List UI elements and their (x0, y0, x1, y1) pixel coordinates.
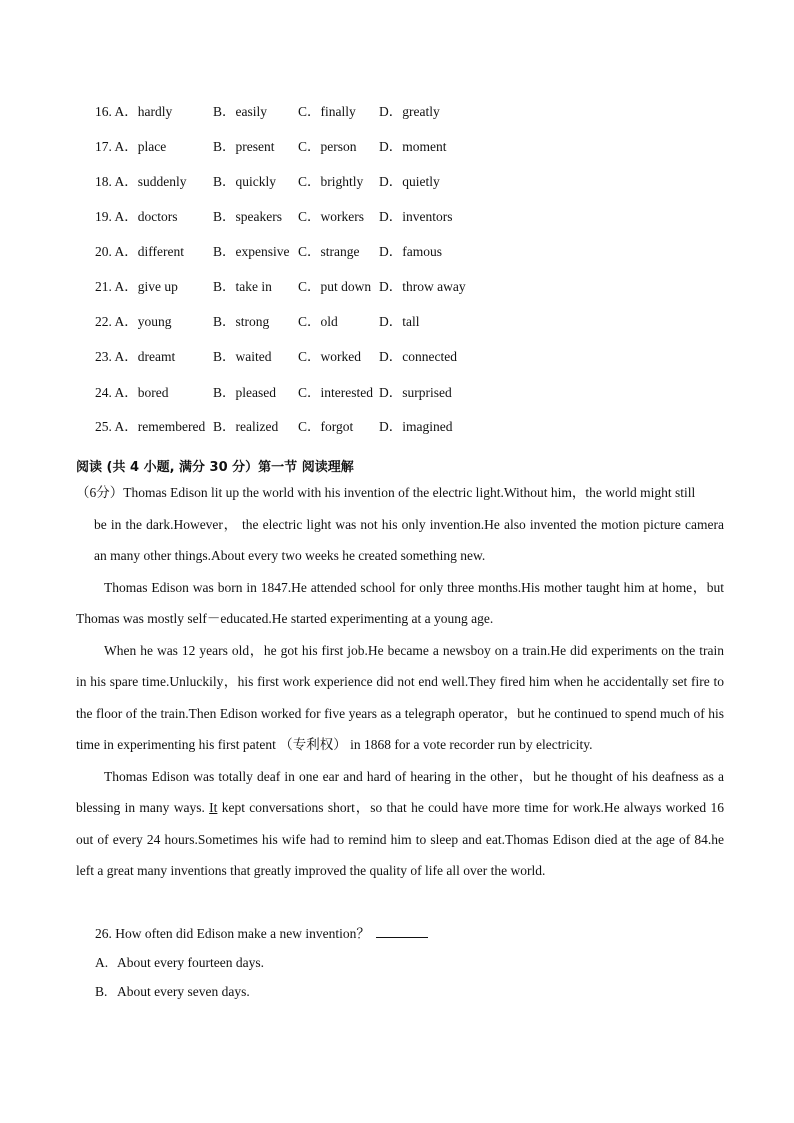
option-c: C．interested (298, 385, 373, 400)
option-c: C．forgot (298, 419, 354, 434)
option-b: B．expensive (213, 244, 290, 259)
question-text: 26. How often did Edison make a new invention？ (95, 926, 370, 941)
reading-passage (76, 477, 724, 887)
paragraph-4-text-a: Thomas Edison was totally deaf in one ear and hard of hearing in the other，but he thought of his deafness as a blessing in many ways. (76, 768, 724, 815)
option-b: B．quickly (213, 174, 276, 189)
option-c: C．finally (298, 104, 356, 119)
option-c: C．person (298, 139, 357, 154)
option-a: 19. A．doctors (95, 209, 178, 224)
option-a: 23. A．dreamt (95, 349, 176, 364)
option-c: C．worked (298, 349, 361, 364)
option-d: D．inventors (379, 209, 453, 224)
passage-paragraph-3: When he was 12 years old，he got his first job.He became a newsboy on a train.He did experiments on the train in his spare time.Unluckily，his first work experience did not end well.They fired him when he accidentally set fire to the floor of the train.Then Edison worked for five years as a telegraph operator，but he continued to spend much of his time in experimenting his first patent （专利权） in 1868 for a vote recorder run by electricity. (76, 642, 724, 752)
option-d: D．throw away (379, 279, 466, 294)
option-b: B．present (213, 139, 275, 154)
option-d: D．tall (379, 314, 420, 329)
option-a: 24. A．bored (95, 385, 169, 400)
option-d: D．imagined (379, 419, 453, 434)
option-a: 20. A．different (95, 244, 184, 259)
answer-option-b[interactable] (95, 984, 250, 1000)
section-title: 阅读 (共 4 小题, 满分 30 分）第一节 阅读理解 (76, 460, 354, 475)
answer-text: About every fourteen days. (117, 955, 264, 970)
answer-letter: A. (95, 955, 109, 970)
option-c: C．workers (298, 209, 364, 224)
passage-paragraph-1-line-1: （6分）Thomas Edison lit up the world with his invention of the electric light.Without him，the world might still (76, 485, 696, 500)
option-d: D．quietly (379, 174, 440, 189)
option-b: B．easily (213, 104, 267, 119)
passage-paragraph-1: be in the dark.However， the electric light was not his only invention.He also invented the motion picture camera an many other things.About every two weeks he created something new. (94, 516, 724, 563)
option-c: C．put down (298, 279, 372, 294)
underlined-word: It (209, 800, 218, 815)
option-b: B．realized (213, 419, 279, 434)
option-d: D．moment (379, 139, 447, 154)
passage-paragraph-2: Thomas Edison was born in 1847.He attended school for only three months.His mother taught him at home，but Thomas was mostly self－educated.He started experimenting at a young age. (76, 579, 724, 626)
passage-paragraph-4 (76, 761, 724, 887)
option-b: B．take in (213, 279, 272, 294)
answer-blank[interactable] (376, 925, 428, 938)
option-b: B．pleased (213, 385, 276, 400)
answer-letter: B. (95, 984, 108, 999)
option-c: C．old (298, 314, 338, 329)
option-a: 17. A．place (95, 139, 167, 154)
option-d: D．greatly (379, 104, 440, 119)
option-a: 18. A．suddenly (95, 174, 187, 189)
option-a: 22. A．young (95, 314, 172, 329)
answer-option-a[interactable] (95, 955, 264, 971)
option-a: 25. A．remembered (95, 419, 206, 434)
option-b: B．strong (213, 314, 270, 329)
option-a: 16. A．hardly (95, 104, 173, 119)
option-c: C．strange (298, 244, 360, 259)
question-26 (95, 922, 428, 942)
option-d: D．connected (379, 349, 457, 364)
answer-text: About every seven days. (117, 984, 250, 999)
option-a: 21. A．give up (95, 279, 178, 294)
option-b: B．waited (213, 349, 272, 364)
paragraph-4-text-b: kept conversations short，so that he could have more time for work.He always worked 16 out of every 24 hours.Sometimes his wife had to remind him to sleep and eat.Thomas Edison died at the age of 84.he left a great many inventions that greatly improved the quality of life all over the world. (76, 800, 724, 878)
option-b: B．speakers (213, 209, 282, 224)
option-d: D．surprised (379, 385, 452, 400)
option-d: D．famous (379, 244, 442, 259)
option-c: C．brightly (298, 174, 364, 189)
